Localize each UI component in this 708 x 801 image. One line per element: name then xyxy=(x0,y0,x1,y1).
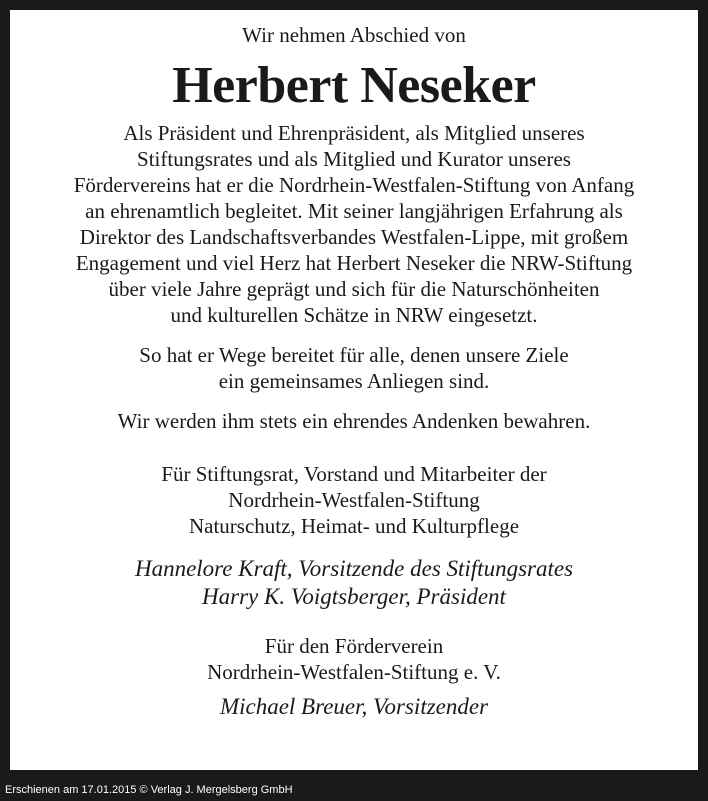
association-signer: Michael Breuer, Vorsitzender xyxy=(219,694,489,719)
tribute-line: über viele Jahre geprägt und sich für die Naturschönheiten xyxy=(108,277,600,301)
intro-line: Wir nehmen Abschied von xyxy=(242,23,466,47)
tribute-line: Fördervereins hat er die Nordrhein-Westfalen-Stiftung von Anfang xyxy=(73,173,635,197)
tribute-paragraph xyxy=(10,120,698,328)
foundation-signers xyxy=(10,555,698,611)
signer-name: Harry K. Voigtsberger, Präsident xyxy=(202,584,506,609)
sender-line: Naturschutz, Heimat- und Kulturpflege xyxy=(188,514,520,538)
publication-footer: Erschienen am 17.01.2015 © Verlag J. Mergelsberg GmbH xyxy=(0,780,708,801)
tribute-line: und kulturellen Schätze in NRW eingesetzt. xyxy=(170,303,538,327)
legacy-paragraph xyxy=(10,342,698,394)
signer-name: Hannelore Kraft, Vorsitzende des Stiftungsrates xyxy=(134,556,574,581)
sender-line: Für den Förderverein xyxy=(264,634,444,658)
deceased-name: Herbert Neseker xyxy=(172,57,536,114)
obituary-notice xyxy=(10,22,698,721)
legacy-line: ein gemeinsames Anliegen sind. xyxy=(218,369,490,393)
tribute-line: Direktor des Landschaftsverbandes Westfalen-Lippe, mit großem xyxy=(79,225,629,249)
legacy-line: So hat er Wege bereitet für alle, denen unsere Ziele xyxy=(139,343,569,367)
remembrance-line: Wir werden ihm stets ein ehrendes Andenken bewahren. xyxy=(117,409,591,433)
tribute-line: an ehrenamtlich begleitet. Mit seiner langjährigen Erfahrung als xyxy=(85,199,623,223)
tribute-line: Stiftungsrates und als Mitglied und Kurator unseres xyxy=(137,147,571,171)
sender-line: Für Stiftungsrat, Vorstand und Mitarbeiter der xyxy=(161,462,547,486)
sender-line: Nordrhein-Westfalen-Stiftung xyxy=(228,488,480,512)
sender-line: Nordrhein-Westfalen-Stiftung e. V. xyxy=(207,660,501,684)
tribute-line: Engagement und viel Herz hat Herbert Neseker die NRW-Stiftung xyxy=(75,251,633,275)
sender-association xyxy=(10,633,698,685)
sender-foundation xyxy=(10,461,698,539)
tribute-line: Als Präsident und Ehrenpräsident, als Mitglied unseres xyxy=(123,121,585,145)
